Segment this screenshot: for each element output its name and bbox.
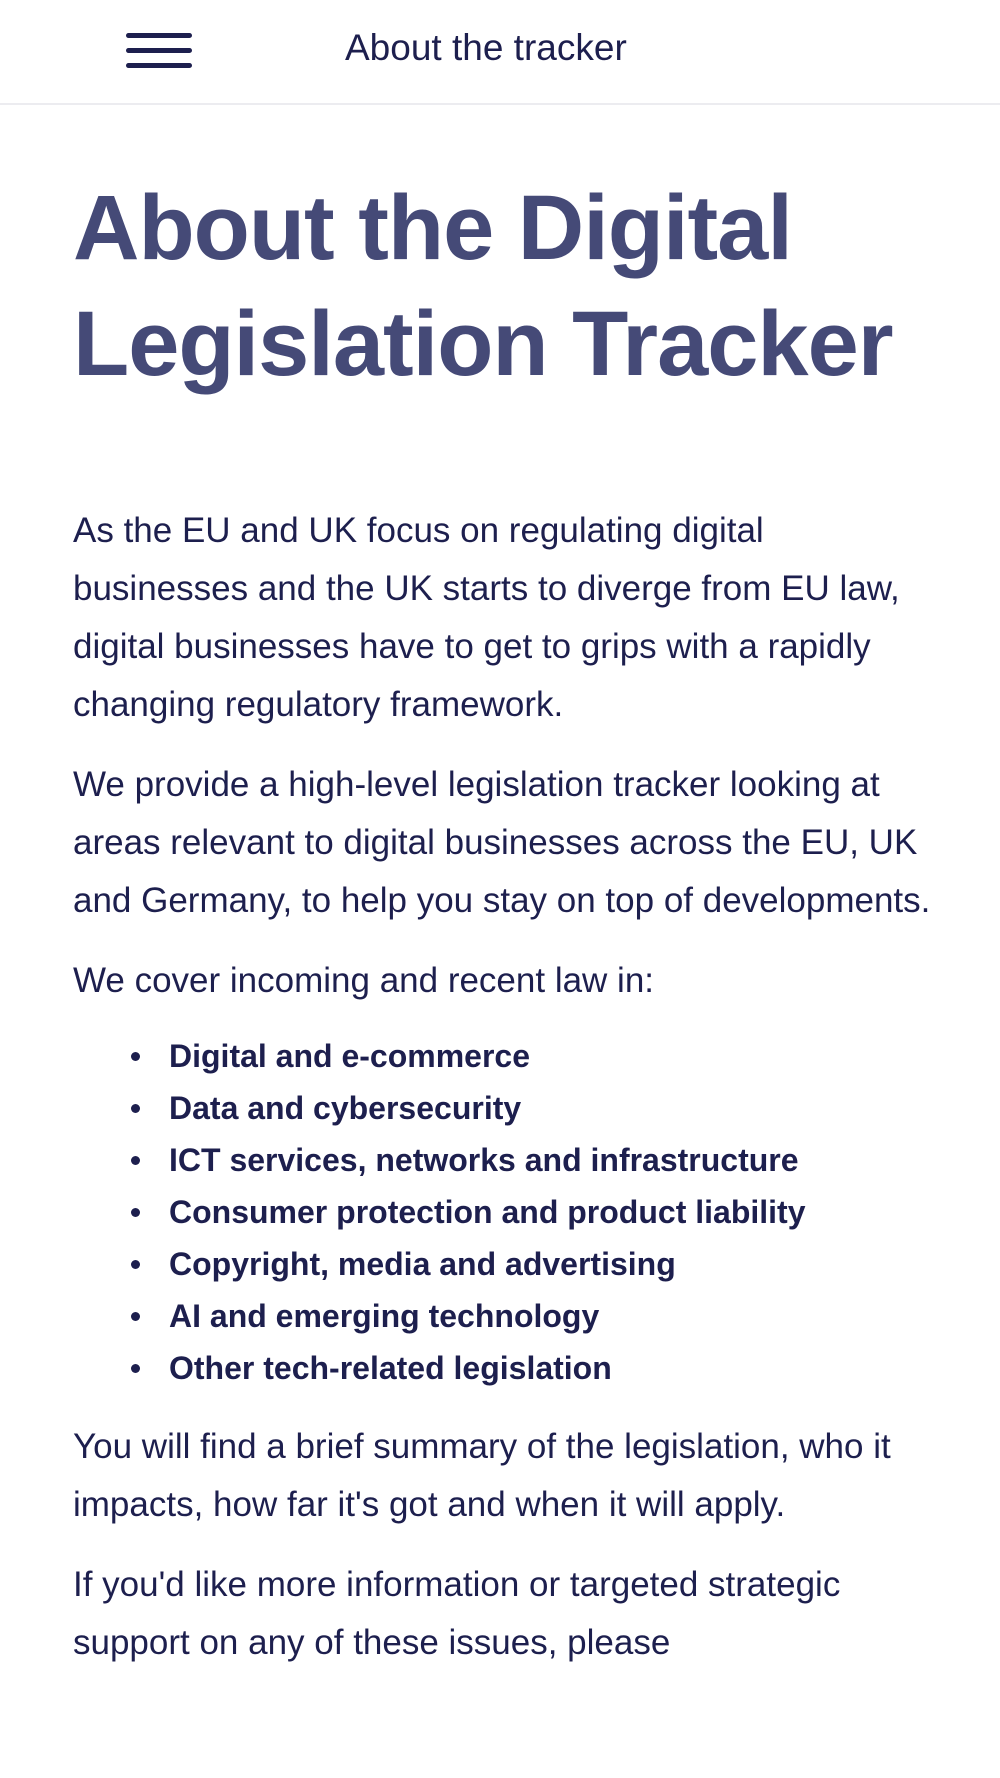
tracker-description-paragraph: We provide a high-level legislation tracker looking at areas relevant to digital businesses across the EU, UK and Germany, to help you stay on top of developments. bbox=[73, 765, 931, 920]
intro-section bbox=[73, 502, 943, 1672]
topic-item bbox=[131, 1186, 943, 1238]
topic-item bbox=[131, 1082, 943, 1134]
bullet-icon bbox=[131, 1312, 140, 1321]
menu-icon-line bbox=[126, 63, 192, 68]
topic-label: Data and cybersecurity bbox=[169, 1090, 522, 1126]
menu-button[interactable] bbox=[118, 26, 200, 80]
topic-label: Other tech-related legislation bbox=[169, 1350, 612, 1386]
bullet-icon bbox=[131, 1260, 140, 1269]
topic-item bbox=[131, 1134, 943, 1186]
topic-label: AI and emerging technology bbox=[169, 1298, 600, 1334]
menu-icon-line bbox=[126, 33, 192, 38]
topic-list bbox=[73, 1030, 943, 1394]
topic-label: ICT services, networks and infrastructure bbox=[169, 1142, 799, 1178]
topic-item bbox=[131, 1290, 943, 1342]
topic-label: Consumer protection and product liability bbox=[169, 1194, 806, 1230]
bullet-icon bbox=[131, 1364, 140, 1373]
summary-paragraph: You will find a brief summary of the legislation, who it impacts, how far it's got and when it will apply. bbox=[73, 1427, 891, 1524]
topic-item bbox=[131, 1342, 943, 1394]
contact-paragraph: If you'd like more information or targeted strategic support on any of these issues, please bbox=[73, 1565, 841, 1662]
page-title: About the Digital Legislation Tracker bbox=[73, 177, 893, 395]
topic-label: Copyright, media and advertising bbox=[169, 1246, 676, 1282]
bullet-icon bbox=[131, 1156, 140, 1165]
topic-item bbox=[131, 1030, 943, 1082]
coverage-intro-paragraph: We cover incoming and recent law in: bbox=[73, 961, 655, 1000]
bullet-icon bbox=[131, 1208, 140, 1217]
main-content bbox=[73, 170, 943, 1694]
bullet-icon bbox=[131, 1104, 140, 1113]
menu-icon-line bbox=[126, 48, 192, 53]
topic-label: Digital and e-commerce bbox=[169, 1038, 530, 1074]
bullet-icon bbox=[131, 1052, 140, 1061]
header-title: About the tracker bbox=[345, 27, 627, 68]
topic-item bbox=[131, 1238, 943, 1290]
intro-paragraph: As the EU and UK focus on regulating digital businesses and the UK starts to diverge from EU law, digital businesses have to get to grips with a rapidly changing regulatory framework. bbox=[73, 511, 900, 724]
top-navigation-bar bbox=[0, 0, 1000, 105]
